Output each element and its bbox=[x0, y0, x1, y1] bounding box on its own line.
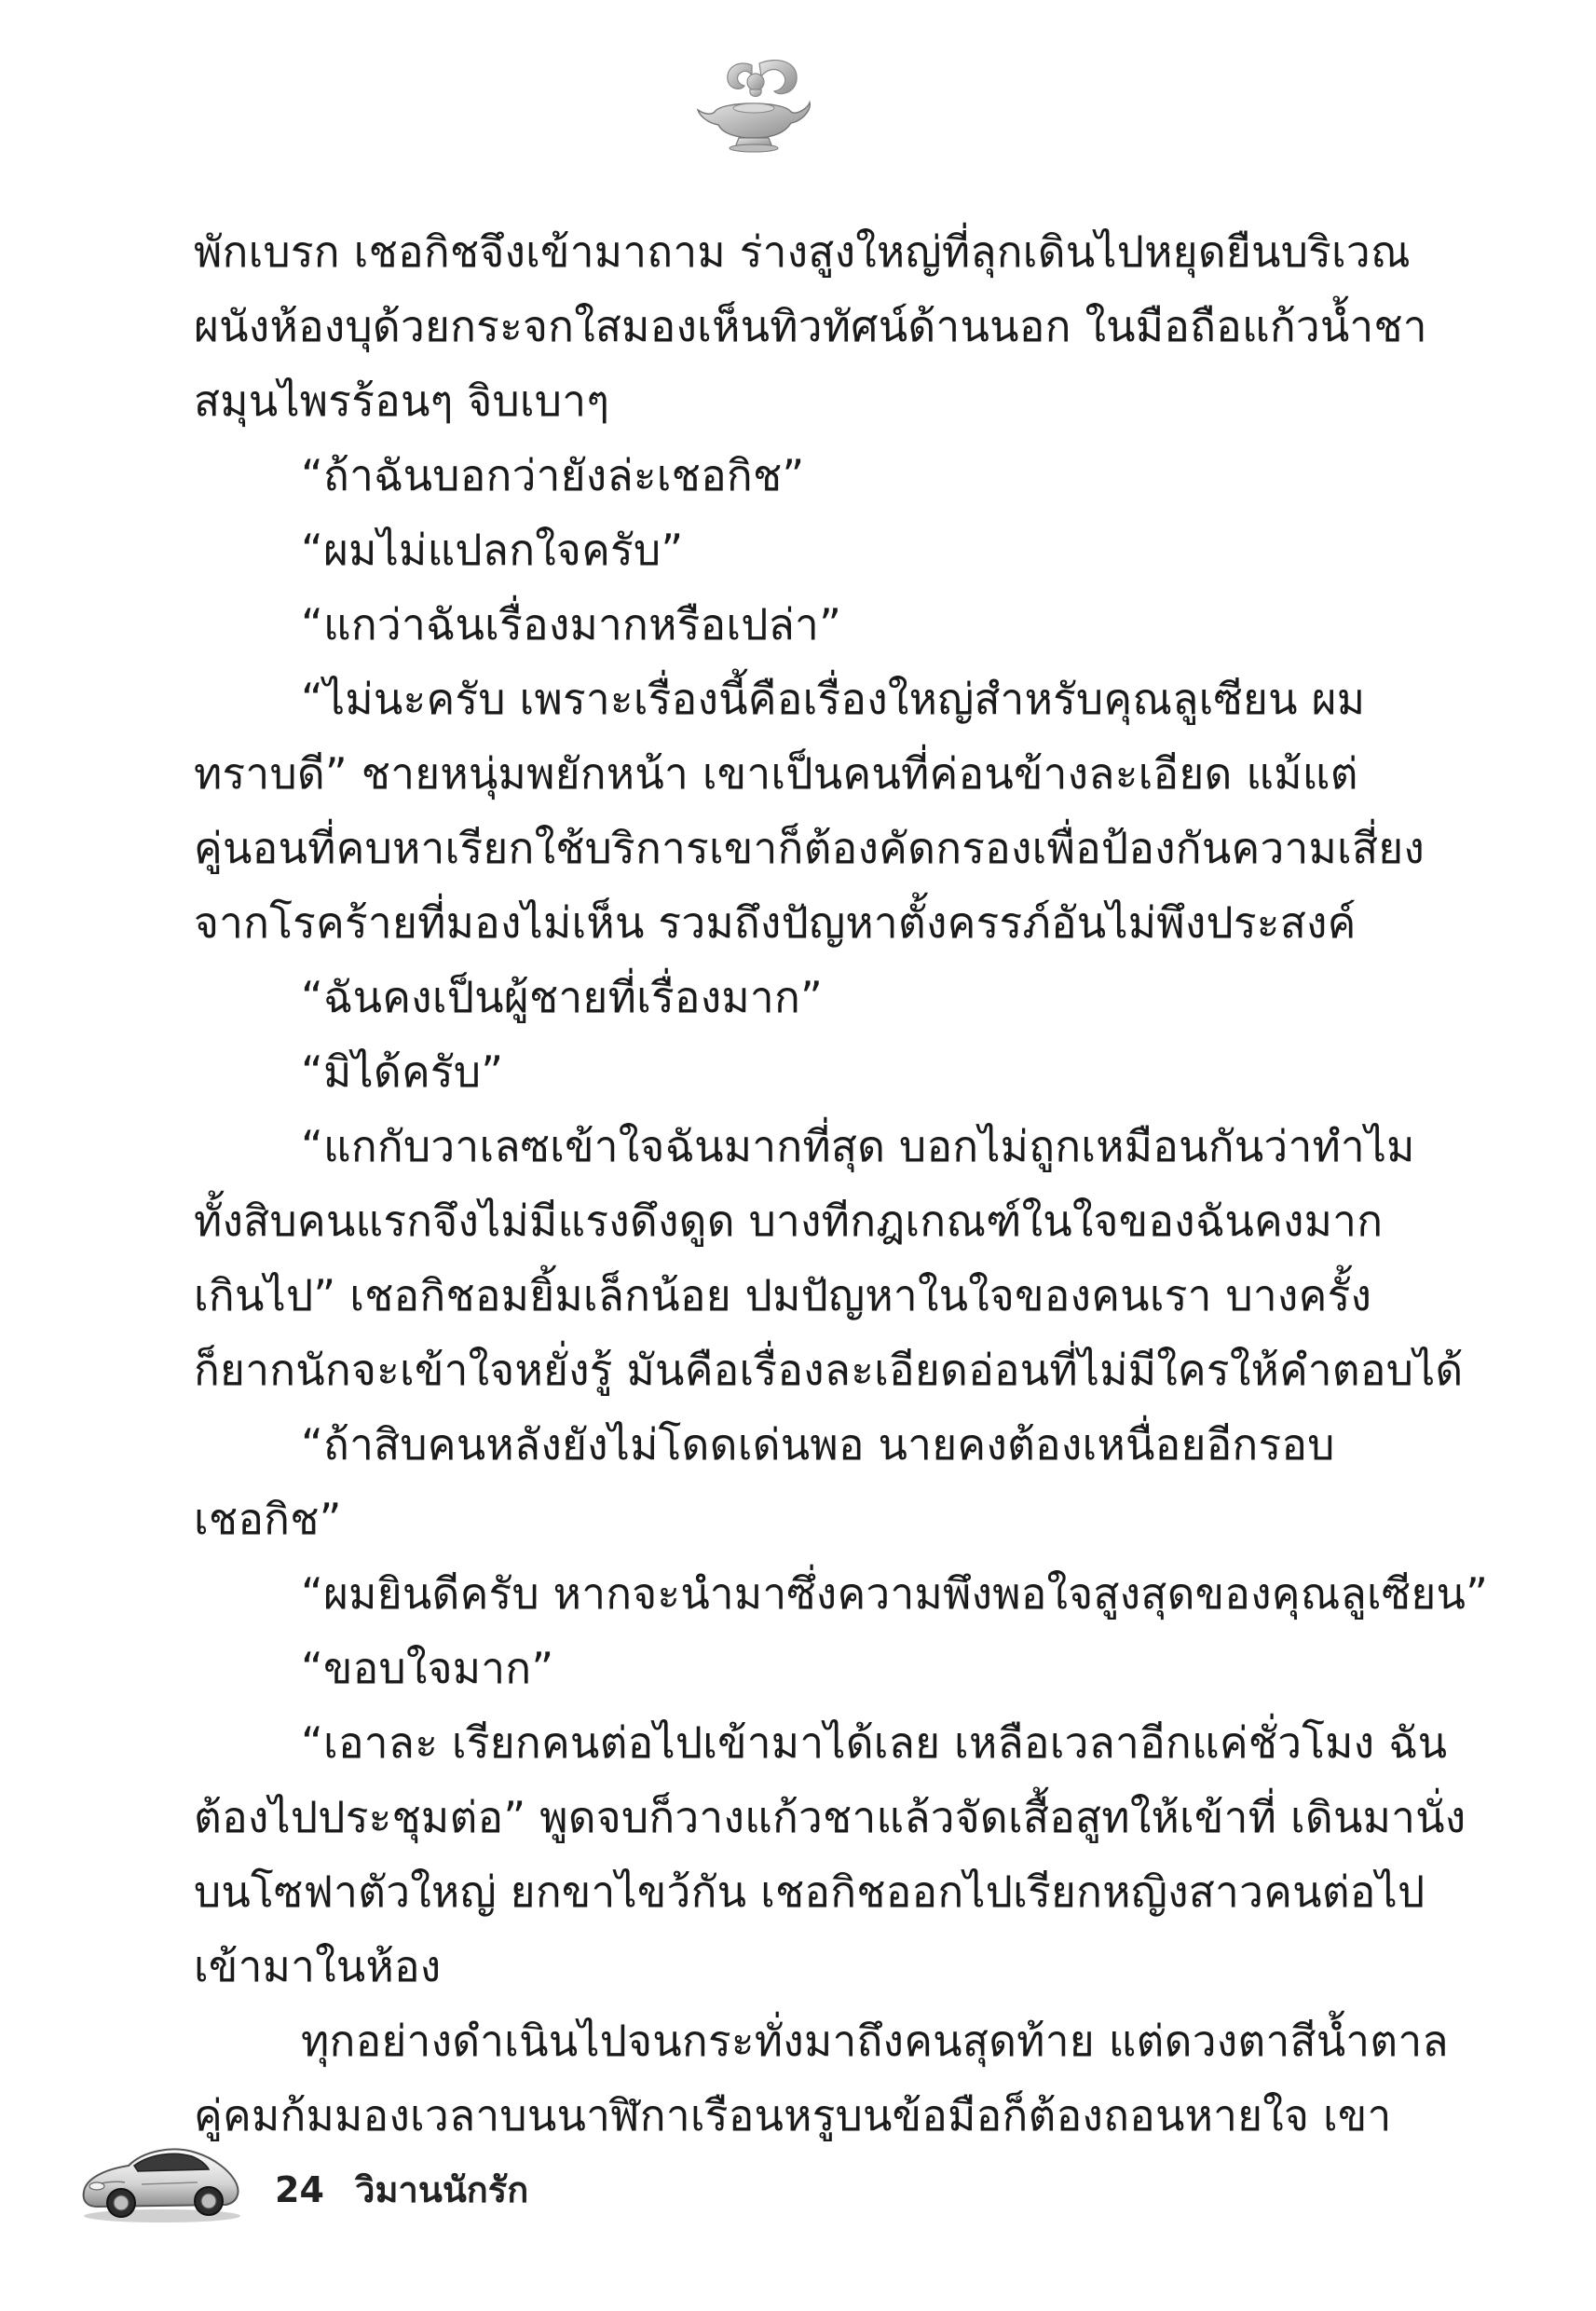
paragraph-line: “ไม่นะครับ เพราะเรื่องนี้คือเรื่องใหญ่สำหรับคุณลูเซียน ผม bbox=[301, 674, 1366, 724]
paragraph-line: บนโซฟาตัวใหญ่ ยกขาไขว้กัน เชอกิชออกไปเรียกหญิงสาวคนต่อไป bbox=[194, 1867, 1425, 1917]
book-title: วิมานนักรัก bbox=[355, 2169, 529, 2210]
paragraph-line: สมุนไพรร้อนๆ จิบเบาๆ bbox=[194, 376, 610, 426]
paragraph-line: “ถ้าสิบคนหลังยังไม่โดดเด่นพอ นายคงต้องเหนื่อยอีกรอบ bbox=[301, 1419, 1335, 1470]
page-footer bbox=[275, 2167, 528, 2213]
paragraph-line: ทั้งสิบคนแรกจึงไม่มีแรงดึงดูด บางทีกฎเกณฑ์ในใจของฉันคงมาก bbox=[194, 1196, 1384, 1246]
paragraph-line: “ถ้าฉันบอกว่ายังล่ะเชอกิช” bbox=[301, 450, 805, 500]
paragraph-line: เกินไป” เชอกิชอมยิ้มเล็กน้อย ปมปัญหาในใจของคนเรา บางครั้ง bbox=[194, 1270, 1372, 1320]
paragraph-line: พักเบรก เชอกิชจึงเข้ามาถาม ร่างสูงใหญ่ที่ลุกเดินไปหยุดยืนบริเวณ bbox=[194, 226, 1411, 277]
paragraph-line: เชอกิช” bbox=[194, 1494, 342, 1544]
paragraph-line: ผนังห้องบุด้วยกระจกใสมองเห็นทิวทัศน์ด้านนอก ในมือถือแก้วน้ำชา bbox=[194, 301, 1427, 351]
paragraph-line: “ขอบใจมาก” bbox=[301, 1643, 554, 1693]
paragraph-line: “เอาละ เรียกคนต่อไปเข้ามาได้เลย เหลือเวลาอีกแค่ชั่วโมง ฉัน bbox=[301, 1717, 1448, 1768]
paragraph-line: “ฉันคงเป็นผู้ชายที่เรื่องมาก” bbox=[301, 972, 824, 1022]
paragraph-line: “ผมไม่แปลกใจครับ” bbox=[301, 525, 684, 575]
paragraph-line: ทราบดี” ชายหนุ่มพยักหน้า เขาเป็นคนที่ค่อนข้างละเอียด แม้แต่ bbox=[194, 748, 1358, 799]
paragraph-line: ทุกอย่างดำเนินไปจนกระทั่งมาถึงคนสุดท้าย แต่ดวงตาสีน้ำตาล bbox=[301, 2016, 1449, 2066]
paragraph-line: “ผมยินดีครับ หากจะนำมาซึ่งความพึงพอใจสูงสุดของคุณลูเซียน” bbox=[301, 1568, 1489, 1619]
paragraph-line: “แกกับวาเลซเข้าใจฉันมากที่สุด บอกไม่ถูกเหมือนกันว่าทำไม bbox=[301, 1121, 1415, 1171]
sports-car-icon bbox=[76, 2126, 244, 2224]
paragraph-line: “มิได้ครับ” bbox=[301, 1046, 504, 1097]
paragraph-line: คู่คมก้มมองเวลาบนนาฬิกาเรือนหรูบนข้อมือก็ต้องถอนหายใจ เขา bbox=[194, 2090, 1392, 2140]
page-number: 24 bbox=[275, 2169, 324, 2210]
lamp-with-cherub-icon bbox=[694, 54, 815, 157]
paragraph-line: ต้องไปประชุมต่อ” พูดจบก็วางแก้วชาแล้วจัดเสื้อสูทให้เข้าที่ เดินมานั่ง bbox=[194, 1792, 1466, 1842]
paragraph-line: ก็ยากนักจะเข้าใจหยั่งรู้ มันคือเรื่องละเอียดอ่อนที่ไม่มีใครให้คำตอบได้ bbox=[194, 1345, 1464, 1395]
paragraph-line: คู่นอนที่คบหาเรียกใช้บริการเขาก็ต้องคัดกรองเพื่อป้องกันความเสี่ยง bbox=[194, 823, 1425, 873]
paragraph-line: จากโรคร้ายที่มองไม่เห็น รวมถึงปัญหาตั้งครรภ์อันไม่พึงประสงค์ bbox=[194, 897, 1357, 948]
paragraph-line: “แกว่าฉันเรื่องมากหรือเปล่า” bbox=[301, 599, 842, 650]
paragraph-line: เข้ามาในห้อง bbox=[194, 1941, 442, 1991]
